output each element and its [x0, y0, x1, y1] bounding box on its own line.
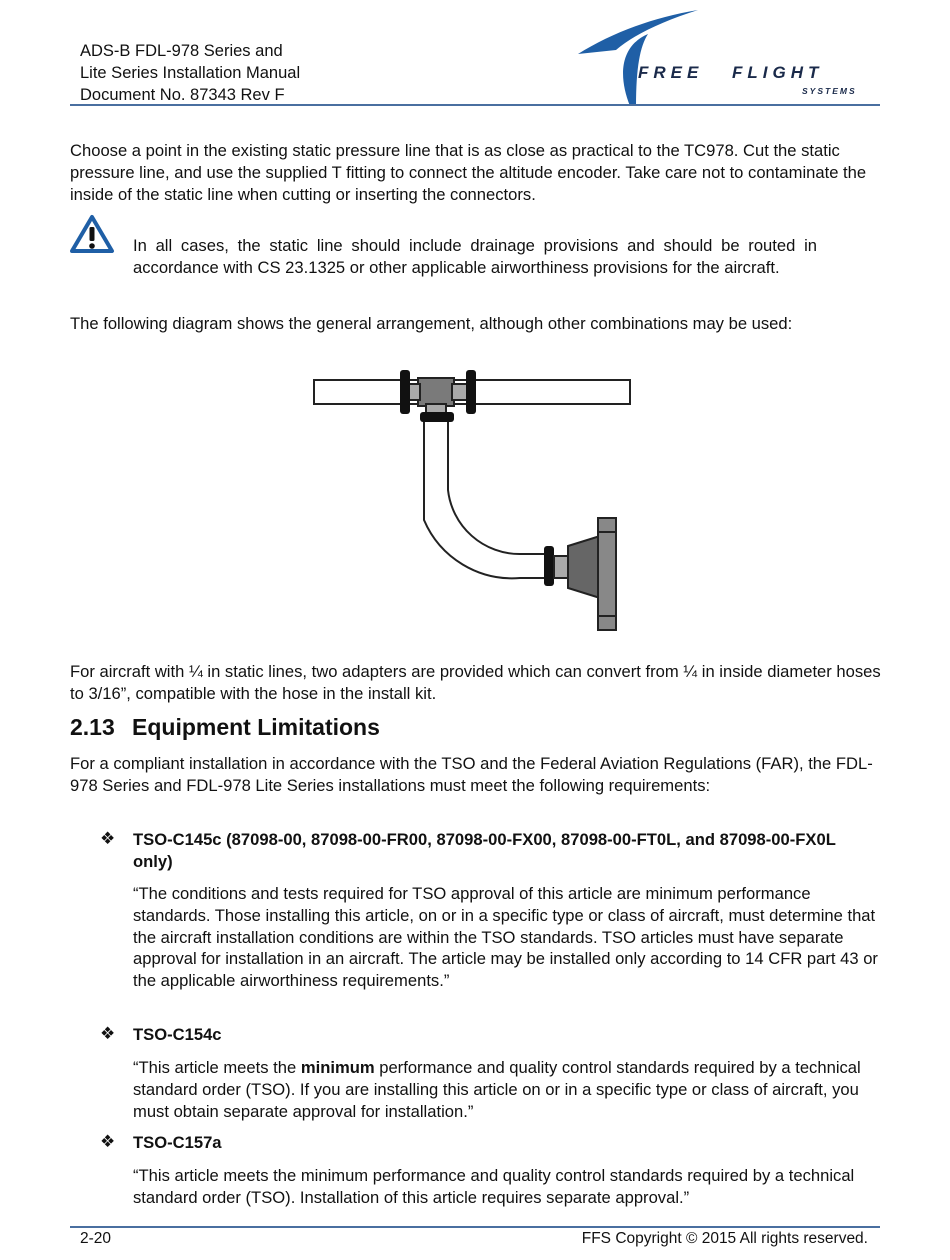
clamp-encoder [544, 546, 554, 586]
requirement-text [133, 1057, 883, 1122]
section-intro: For a compliant installation in accordance with the TSO and the Federal Aviation Regulations (FAR), the FDL-978 Series and FDL-978 Lite Series installations must meet the following requirements: [70, 754, 873, 795]
logo-wordmark-free: FREE [638, 63, 704, 82]
requirement-text-end: performance and quality control standards required by a technical standard order (TSO). If you are installing this article on or in a specific type or class of aircraft, you must obtain separate approval for installation.” [133, 1058, 861, 1121]
t-fitting [418, 378, 454, 406]
requirement-text-emphasis: minimum [300, 1058, 375, 1077]
header-line-2: Lite Series Installation Manual [80, 64, 301, 82]
copyright-notice: FFS Copyright © 2015 All rights reserved. [581, 1230, 868, 1247]
static-line-diagram [300, 360, 640, 640]
footer-rule [70, 1226, 880, 1228]
freeflight-logo [570, 6, 890, 108]
encoder-flange [598, 518, 616, 630]
warning-text: In all cases, the static line should include drainage provisions and should be routed in accordance with CS 23.1325 or other applicable airworthiness provisions for the aircraft. [133, 236, 817, 277]
document-header [80, 40, 300, 106]
header-document-number: Document No. 87343 Rev F [80, 86, 285, 104]
diagram-intro: The following diagram shows the general arrangement, although other combinations may be used: [70, 314, 793, 333]
logo-wordmark-flight: FLIGHT [732, 63, 824, 82]
encoder-body [568, 536, 600, 598]
section-number: 2.13 [70, 714, 115, 740]
diamond-bullet-icon: ❖ [100, 829, 116, 848]
clamp-right [466, 370, 476, 414]
intro-paragraph: Choose a point in the existing static pressure line that is as close as practical to the TC978. Cut the static pressure line, and use the supplied T fitting to connect the altitude encoder. Take care not to contaminate the inside of the static line when cutting or inserting the connectors. [70, 141, 867, 204]
page-number: 2-20 [80, 1230, 112, 1247]
header-rule [70, 104, 880, 106]
requirement-text-start: “This article meets the [133, 1058, 301, 1077]
requirement-text: “The conditions and tests required for TSO approval of this article are minimum performance standards. Those installing this article, on or in a specific type or class of aircraft, must determine that the aircraft installation conditions are within the TSO standards. TSO articles must have separate approval for installation in an aircraft. The article may be installed only according to 14 CFR part 43 or the applicable airworthiness requirements.” [133, 884, 878, 991]
diamond-bullet-icon: ❖ [100, 1132, 116, 1151]
branch-tube [424, 416, 548, 578]
requirement-title: TSO-C157a [133, 1133, 222, 1152]
diamond-bullet-icon: ❖ [100, 1024, 116, 1043]
clamp-left [400, 370, 410, 414]
logo-wordmark-systems: SYSTEMS [802, 86, 857, 96]
requirement-text: “This article meets the minimum performance and quality control standards required by a technical standard order (TSO). Installation of this article requires separate approval.” [133, 1166, 855, 1207]
clamp-branch [420, 412, 454, 422]
section-heading [70, 714, 380, 741]
requirement-title: TSO-C145c (87098-00, 87098-00-FR00, 87098-00-FX00, 87098-00-FT0L, and 87098-00-FX0L only) [133, 830, 836, 871]
header-line-1: ADS-B FDL-978 Series and [80, 42, 283, 60]
adapters-paragraph: For aircraft with ¼ in static lines, two adapters are provided which can convert from ¼ in inside diameter hoses to 3/16”, compatible with the hose in the install kit. [70, 662, 881, 703]
requirement-title: TSO-C154c [133, 1025, 222, 1044]
section-title: Equipment Limitations [132, 714, 380, 740]
warning-icon [69, 214, 115, 254]
